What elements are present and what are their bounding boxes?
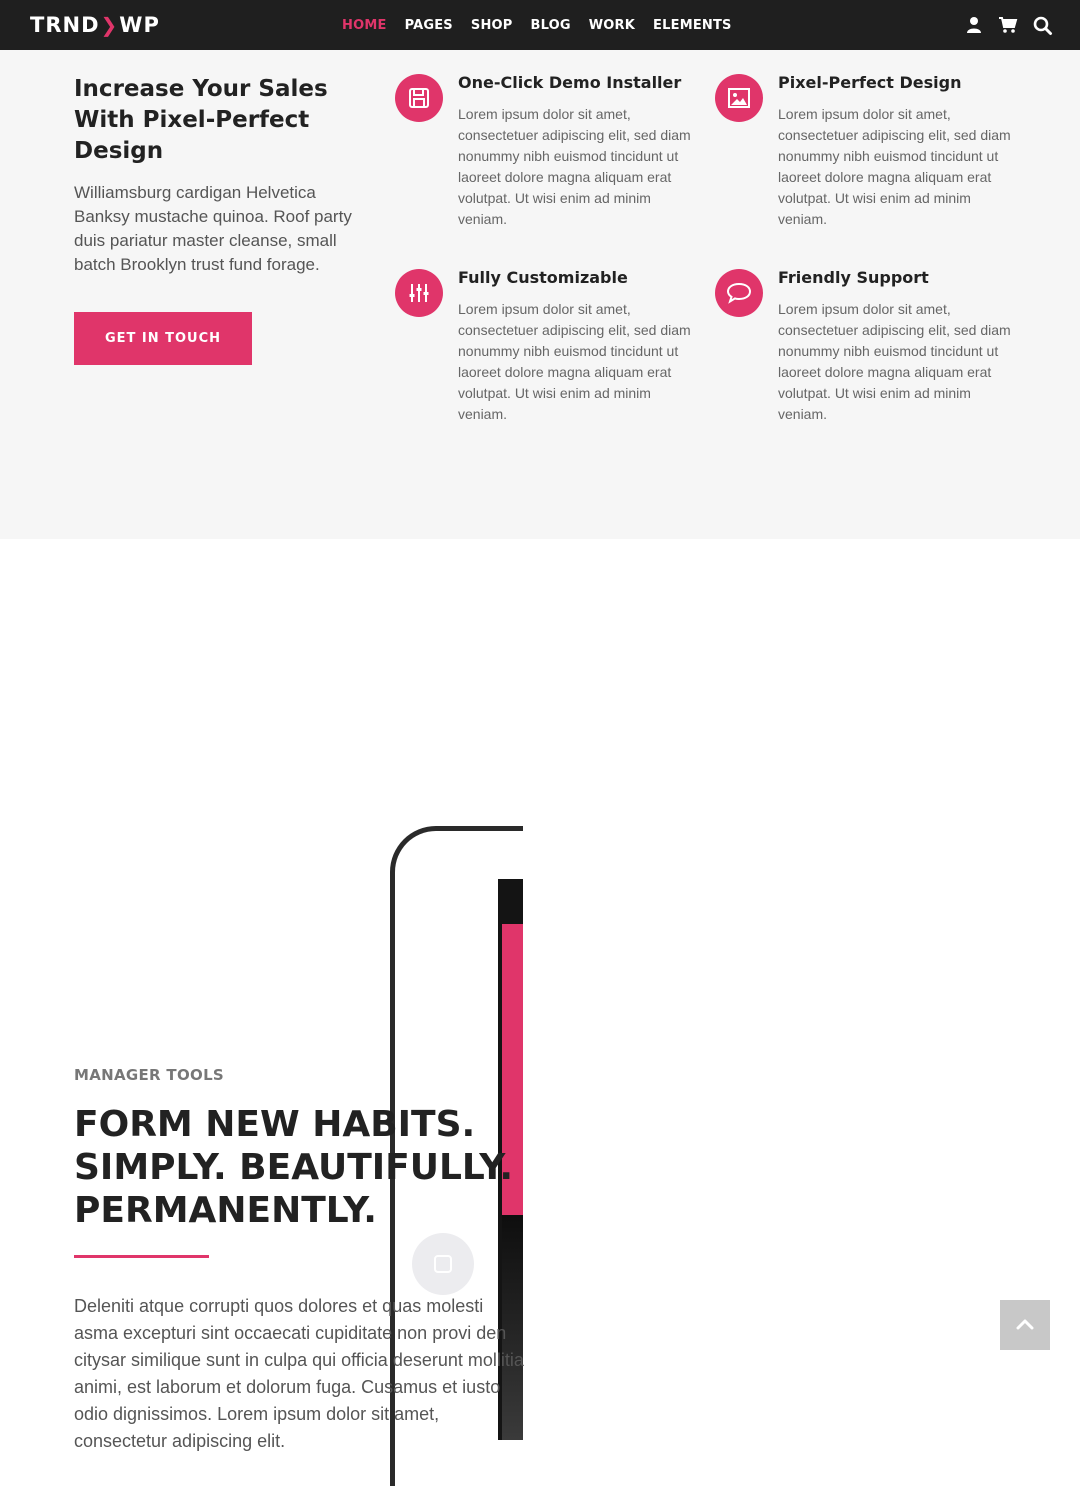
floppy-disk-icon bbox=[395, 74, 443, 122]
nav-item-elements[interactable]: ELEMENTS bbox=[653, 17, 732, 33]
nav-item-pages[interactable]: PAGES bbox=[404, 17, 453, 33]
section-headline bbox=[74, 1103, 534, 1232]
search-icon[interactable] bbox=[1032, 15, 1052, 35]
header-actions bbox=[950, 0, 1052, 50]
features-section bbox=[0, 50, 1080, 539]
feature-title: One-Click Demo Installer bbox=[458, 73, 682, 92]
blank-area bbox=[523, 820, 1080, 1440]
get-in-touch-button[interactable]: GET IN TOUCH bbox=[74, 312, 252, 365]
nav-item-blog[interactable]: BLOG bbox=[530, 17, 571, 33]
section-body-text: Deleniti atque corrupti quos dolores et quas molesti asma excepturi sint occaecati cupiditate non provi den citysar similique sunt in culpa qui officia deserunt mollitia animi, est laborum et dolorum fuga. Cusamus et iusto odio dignissimos. Lorem ipsum dolor sit amet, consectetur adipiscing elit. bbox=[74, 1296, 524, 1451]
cart-icon[interactable] bbox=[998, 15, 1018, 35]
user-icon[interactable] bbox=[964, 15, 984, 35]
feature-text: Lorem ipsum dolor sit amet, consectetuer adipiscing elit, sed diam nonummy nibh euismod tincidunt ut laoreet dolore magna aliquam erat volutpat. Ut wisi enim ad minim veniam. bbox=[778, 301, 1011, 422]
headline-line: PERMANENTLY. bbox=[74, 1190, 377, 1231]
nav-item-work[interactable]: WORK bbox=[588, 17, 636, 33]
feature-title: Pixel-Perfect Design bbox=[778, 73, 962, 92]
feature-text: Lorem ipsum dolor sit amet, consectetuer adipiscing elit, sed diam nonummy nibh euismod tincidunt ut laoreet dolore magna aliquam erat volutpat. Ut wisi enim ad minim veniam. bbox=[458, 106, 691, 227]
headline-line: SIMPLY. BEAUTIFULLY. bbox=[74, 1147, 514, 1188]
logo-text-left: TRND bbox=[30, 13, 100, 37]
main-menu bbox=[342, 0, 750, 50]
feature-text: Lorem ipsum dolor sit amet, consectetuer adipiscing elit, sed diam nonummy nibh euismod tincidunt ut laoreet dolore magna aliquam erat volutpat. Ut wisi enim ad minim veniam. bbox=[458, 301, 691, 422]
phone-home-button bbox=[412, 1233, 474, 1295]
feature-title: Friendly Support bbox=[778, 268, 929, 287]
chevron-up-icon bbox=[1016, 1318, 1034, 1333]
nav-item-shop[interactable]: SHOP bbox=[470, 17, 513, 33]
site-logo[interactable] bbox=[30, 13, 160, 37]
features-intro-text: Williamsburg cardigan Helvetica Banksy mustache quinoa. Roof party duis pariatur master cleanse, small batch Brooklyn trust fund forage. bbox=[74, 183, 352, 274]
image-icon bbox=[715, 74, 763, 122]
sliders-icon bbox=[395, 269, 443, 317]
feature-text: Lorem ipsum dolor sit amet, consectetuer adipiscing elit, sed diam nonummy nibh euismod tincidunt ut laoreet dolore magna aliquam erat volutpat. Ut wisi enim ad minim veniam. bbox=[778, 106, 1011, 227]
logo-text-right: WP bbox=[119, 13, 160, 37]
logo-chevron-mark: ❯ bbox=[100, 13, 119, 37]
headline-line: FORM NEW HABITS. bbox=[74, 1104, 476, 1145]
nav-item-home[interactable]: HOME bbox=[342, 17, 387, 33]
features-title: Increase Your Sales With Pixel-Perfect Design bbox=[74, 76, 328, 164]
accent-divider bbox=[74, 1255, 209, 1258]
back-to-top-button[interactable] bbox=[1000, 1300, 1050, 1350]
top-navigation-bar bbox=[0, 0, 1080, 50]
speech-bubble-icon bbox=[715, 269, 763, 317]
section-kicker: MANAGER TOOLS bbox=[74, 1066, 225, 1084]
feature-title: Fully Customizable bbox=[458, 268, 628, 287]
